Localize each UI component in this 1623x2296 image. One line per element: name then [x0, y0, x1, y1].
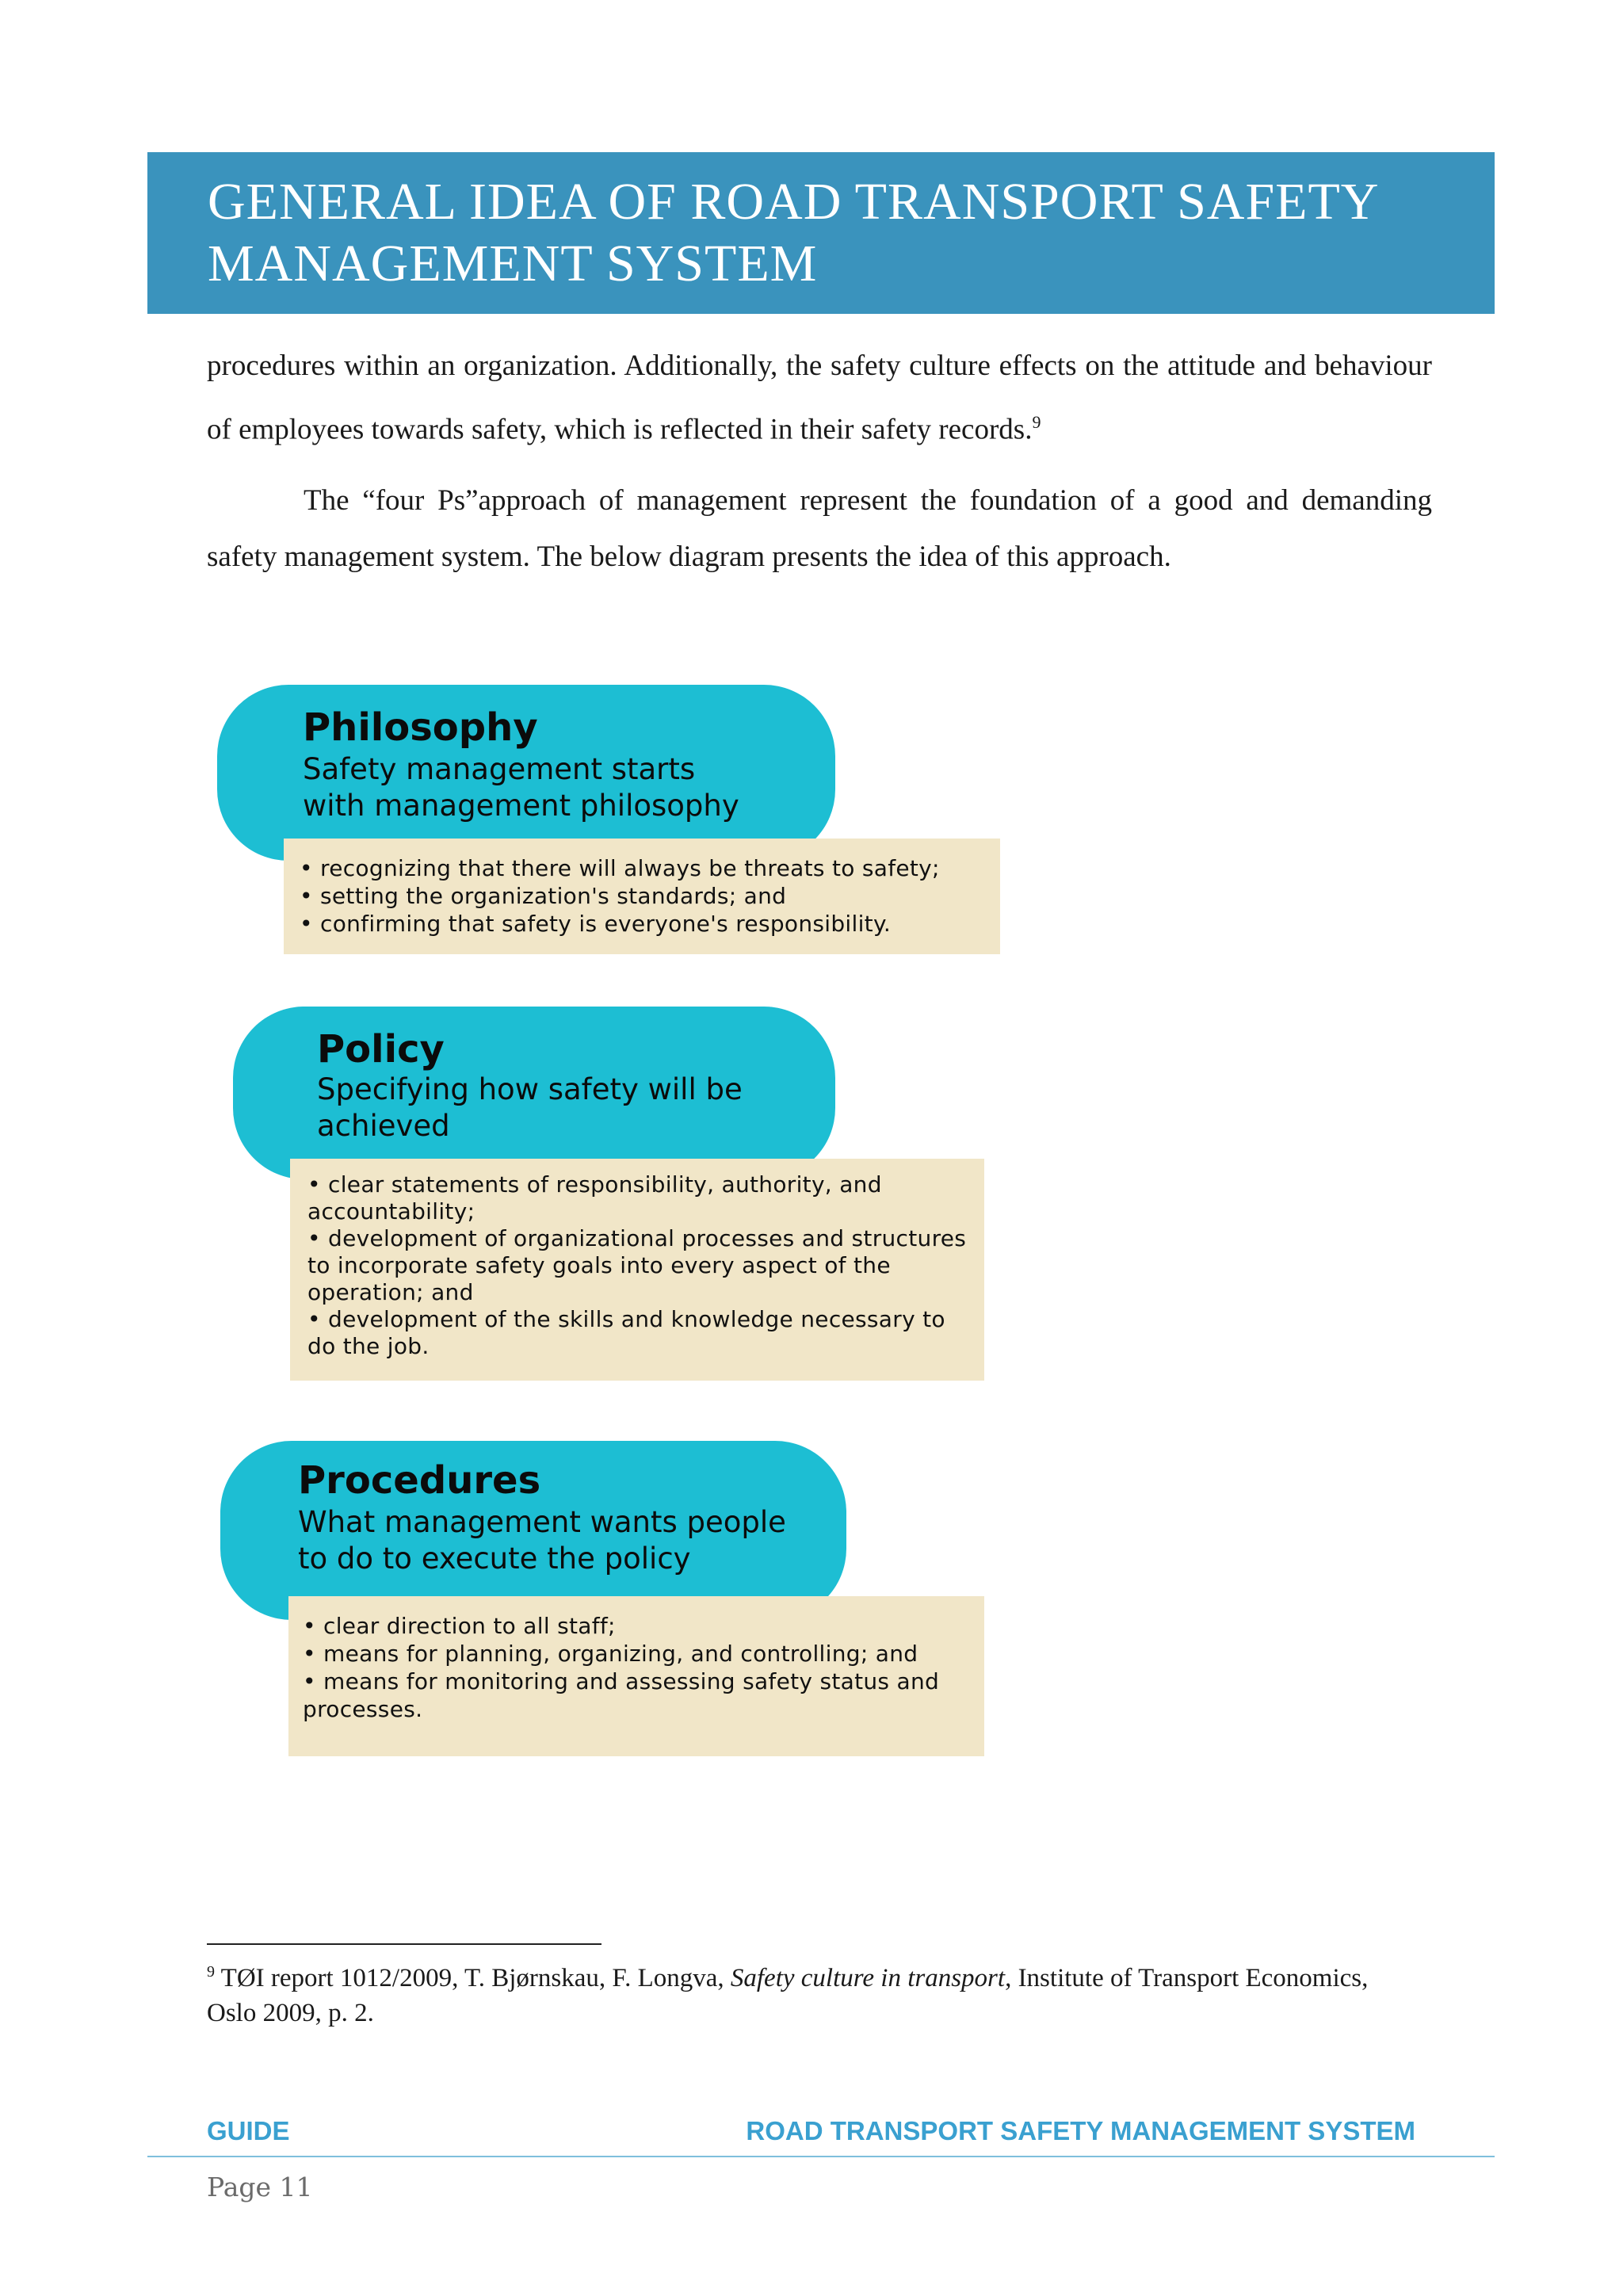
- philosophy-details: [284, 839, 1000, 954]
- page-number: Page 11: [207, 2172, 313, 2202]
- procedures-subtitle-line-1: What management wants people: [298, 1505, 786, 1539]
- policy-subtitle: [317, 1072, 743, 1144]
- procedures-details: [288, 1596, 984, 1756]
- list-item: • setting the organization's standards; and: [300, 883, 787, 909]
- body-paragraph-2: The “four Ps”approach of management represent the foundation of a good and demanding safety management system. The below diagram presents the idea of this approach.: [207, 484, 1432, 573]
- footnote-text-start: TØI report 1012/2009, T. Bjørnskau, F. Longva,: [220, 1964, 731, 1992]
- chapter-header: [147, 152, 1495, 314]
- chapter-title-line-2: MANAGEMENT SYSTEM: [208, 235, 818, 292]
- procedures-subtitle-line-2: to do to execute the policy: [298, 1541, 691, 1576]
- chapter-title-line-1: GENERAL IDEA OF ROAD TRANSPORT SAFETY: [208, 173, 1380, 231]
- list-item: • development of the skills and knowledge necessary to: [307, 1306, 945, 1332]
- footnote: [207, 1954, 1396, 2030]
- list-item: to incorporate safety goals into every aspect of the: [307, 1252, 891, 1278]
- list-item: • clear statements of responsibility, authority, and: [307, 1171, 882, 1198]
- chapter-title: [208, 171, 1495, 295]
- list-item: • recognizing that there will always be threats to safety;: [300, 855, 940, 881]
- body-paragraph-1: [207, 338, 1432, 457]
- philosophy-title: Philosophy: [303, 705, 538, 750]
- policy-subtitle-line-1: Specifying how safety will be: [317, 1072, 743, 1106]
- list-item: • means for planning, organizing, and controlling; and: [303, 1641, 918, 1667]
- policy-details: [290, 1159, 984, 1381]
- list-item: processes.: [303, 1696, 423, 1722]
- footnote-number: 9: [207, 1963, 215, 1981]
- policy-title: Policy: [317, 1027, 445, 1072]
- list-item: • development of organizational processes and structures: [307, 1225, 967, 1251]
- list-item: do the job.: [307, 1333, 430, 1359]
- footnote-text-end: , Institute of Transport Economics, Oslo 2009, p. 2.: [207, 1964, 1369, 2027]
- philosophy-subtitle-line-1: Safety management starts: [303, 752, 696, 786]
- footer-divider: [147, 2156, 1495, 2157]
- list-item: • confirming that safety is everyone's responsibility.: [300, 911, 892, 937]
- list-item: accountability;: [307, 1198, 475, 1224]
- philosophy-subtitle-line-2: with management philosophy: [303, 789, 739, 823]
- footer-guide-label: GUIDE: [207, 2116, 290, 2145]
- footnote-divider: [207, 1943, 601, 1945]
- body-paragraph-1-text: procedures within an organization. Additionally, the safety culture effects on the attitude and behaviour of employees towards safety, which is reflected in their safety records.: [207, 350, 1432, 446]
- list-item: • means for monitoring and assessing safety status and: [303, 1668, 940, 1694]
- footnote-cited-title: Safety culture in transport: [730, 1964, 1006, 1992]
- policy-subtitle-line-2: achieved: [317, 1109, 450, 1143]
- philosophy-subtitle: [303, 751, 739, 824]
- procedures-subtitle: [298, 1504, 786, 1577]
- list-item: operation; and: [307, 1279, 474, 1305]
- footnote-ref: 9: [1032, 412, 1041, 432]
- footer-document-title: ROAD TRANSPORT SAFETY MANAGEMENT SYSTEM: [746, 2116, 1415, 2145]
- procedures-title: Procedures: [298, 1458, 541, 1503]
- list-item: • clear direction to all staff;: [303, 1613, 616, 1639]
